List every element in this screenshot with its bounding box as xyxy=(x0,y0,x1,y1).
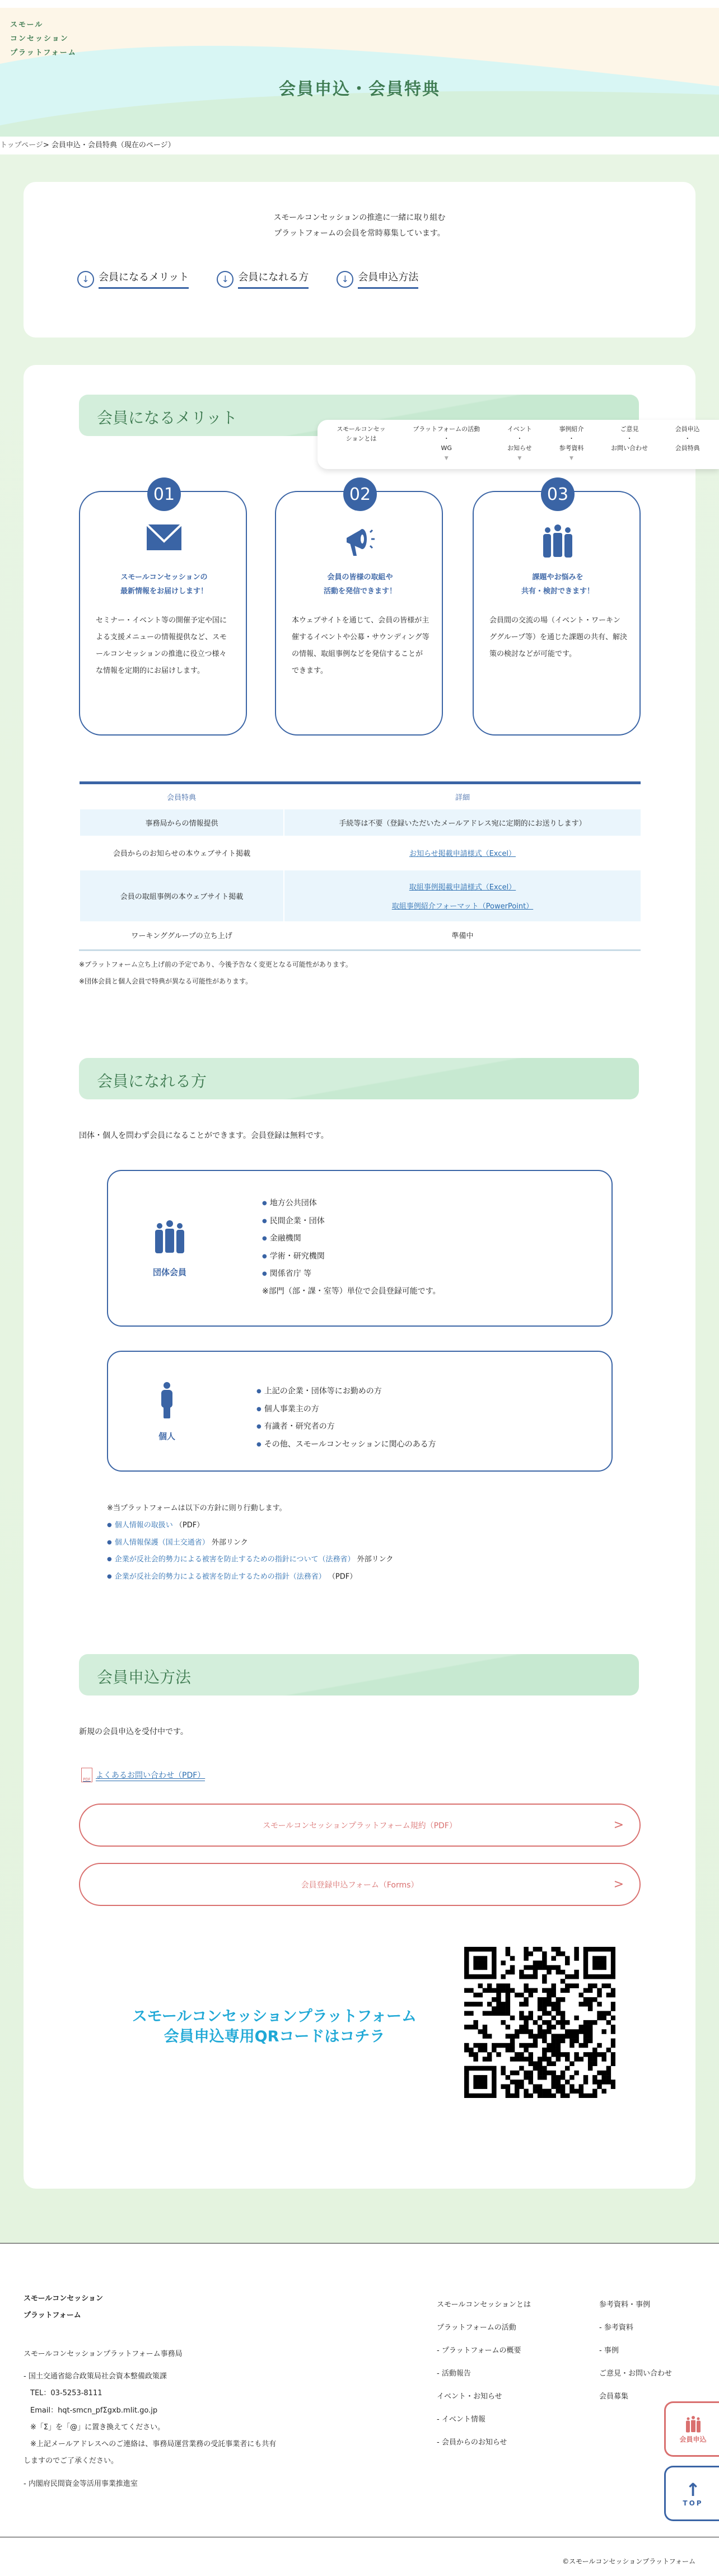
footer-divider xyxy=(0,2243,719,2244)
group-icon xyxy=(474,524,642,558)
group-icon xyxy=(685,2414,702,2434)
card-number: 01 xyxy=(147,477,181,511)
terms-pdf-button[interactable]: スモールコンセッションプラットフォーム規約（PDF） > xyxy=(79,1804,641,1847)
nav-about[interactable]: スモールコンセッ ションとは xyxy=(337,425,386,442)
page-header xyxy=(0,8,719,137)
case-format-link[interactable]: 取組事例紹介フォーマット（PowerPoint） xyxy=(391,902,534,911)
case-form-link[interactable]: 取組事例掲載申請様式（Excel） xyxy=(409,883,516,892)
merit-card: 02 会員の皆様の取組や 活動を発信できます！ 本ウェブサイトを通じて、会員の皆様が主催するイベントや公募・サウンディング等の情報、取組事例などを発信することができます。 xyxy=(275,491,443,736)
card-number: 03 xyxy=(541,477,575,511)
merit-card: 01 スモールコンセッションの 最新情報をお届けします！ セミナー・イベント等の開催予定や国による支援メニューの情報提供など、スモールコンセッションの推進に役立つ様々な情報を定期的にお届けします。 xyxy=(79,491,247,736)
chevron-right-icon: > xyxy=(613,1818,624,1832)
pdf-icon: PDF xyxy=(81,1768,92,1782)
mlit-privacy-link[interactable]: 個人情報保護（国土交通省） xyxy=(114,1538,209,1547)
dropdown-triangle-icon: ▼ xyxy=(444,456,449,461)
card-number: 02 xyxy=(343,477,377,511)
copyright: ©スモールコンセッションプラットフォーム xyxy=(562,2558,695,2565)
table-row: 会員の取組事例の本ウェブサイト掲載 取組事例掲載申請様式（Excel） 取組事例紹介フォーマット（PowerPoint） xyxy=(80,870,641,921)
footer-logo: スモールコンセッション プラットフォーム xyxy=(24,2294,103,2320)
registration-form-button[interactable]: 会員登録申込フォーム（Forms） > xyxy=(79,1863,641,1906)
arrow-down-icon: ↓ xyxy=(77,271,94,288)
anchor-apply[interactable]: ↓ 会員申込方法 xyxy=(337,269,418,289)
table-row: 事務局からの情報提供 手続等は不要（登録いただいたメールアドレス宛に定期的にお送りします） xyxy=(80,809,641,836)
antisocial-guideline-about-link[interactable]: 企業が反社会的勢力による被害を防止するための指針について（法務省） xyxy=(114,1555,355,1564)
megaphone-icon xyxy=(276,524,444,558)
site-logo[interactable]: スモール コンセッション プラットフォーム xyxy=(10,21,77,57)
arrow-up-icon: ↑ xyxy=(685,2479,701,2500)
privacy-policy-link[interactable]: 個人情報の取扱い xyxy=(114,1521,173,1530)
nav-events[interactable]: イベント ・ お知らせ ▼ xyxy=(507,425,532,461)
arrow-down-icon: ↓ xyxy=(337,271,353,288)
float-member-button[interactable]: 会員申込 xyxy=(664,2401,719,2457)
section-heading-merit: 会員になるメリット xyxy=(79,395,639,436)
qr-code[interactable] xyxy=(464,1947,615,2098)
breadcrumb: トップページ> 会員申込・会員特典（現在のページ） xyxy=(0,141,175,149)
merit-card: 03 課題やお悩みを 共有・検討できます！ 会員間の交流の場（イベント・ワーキンググループ等）を通じた課題の共有、解決策の検討などが可能です。 xyxy=(473,491,641,736)
nav-contact[interactable]: ご意見 ・ お問い合わせ xyxy=(611,425,648,452)
group-member-list: ● 地方公共団体 ● 民間企業・団体 ● 金融機関 ● 学術・研究機関 ● 関係省庁 等 ※部門（部・課・室等）単位で会員登録可能です。 xyxy=(262,1195,441,1300)
anchor-eligible[interactable]: ↓ 会員になれる方 xyxy=(217,269,309,289)
notice-form-link[interactable]: お知らせ掲載申請様式（Excel） xyxy=(409,850,516,858)
envelope-icon xyxy=(80,524,248,558)
table-row: 会員からのお知らせの本ウェブサイト掲載 お知らせ掲載申請様式（Excel） xyxy=(80,836,641,870)
table-row: ワーキンググループの立ち上げ 準備中 xyxy=(80,921,641,950)
breadcrumb-home[interactable]: トップページ xyxy=(0,141,43,149)
global-nav xyxy=(318,420,719,469)
header-wave-background xyxy=(0,8,719,137)
intro-box xyxy=(24,182,695,338)
qr-caption: スモールコンセッションプラットフォーム 会員申込専用QRコードはコチラ xyxy=(132,2008,417,2045)
footer-nav-col1: スモールコンセッションとは プラットフォームの活動 - プラットフォームの概要 - 活動報告 イベント・お知らせ - イベント情報 - 会員からのお知らせ xyxy=(437,2301,531,2447)
anchor-links xyxy=(77,269,418,289)
page-title: 会員申込・会員特典 xyxy=(279,79,440,99)
section-heading-apply: 会員申込方法 xyxy=(79,1654,639,1696)
nav-activities[interactable]: プラットフォームの活動 ・ WG ▼ xyxy=(413,425,480,461)
individual-member-box: 個人 ● 上記の企業・団体等にお勤めの方 ● 個人事業主の方 ● 有識者・研究者の方 ● その他、スモールコンセッションに関心のある方 xyxy=(107,1351,613,1472)
intro-text: スモールコンセッションの推進に一緒に取り組む プラットフォームの会員を常時募集しています。 xyxy=(273,213,446,238)
dropdown-triangle-icon: ▼ xyxy=(569,456,573,461)
group-icon xyxy=(153,1219,186,1258)
back-to-top-button[interactable]: ↑ TOP xyxy=(664,2466,719,2521)
dropdown-triangle-icon: ▼ xyxy=(517,456,522,461)
nav-cases[interactable]: 事例紹介 ・ 参考資料 ▼ xyxy=(559,425,584,461)
footer-nav-col2: 参考資料・事例 - 参考資料 - 事例 ご意見・お問い合わせ 会員募集 xyxy=(599,2301,673,2401)
antisocial-guideline-pdf-link[interactable]: 企業が反社会的勢力による被害を防止するための指針（法務省） xyxy=(114,1572,326,1581)
anchor-merit[interactable]: ↓ 会員になるメリット xyxy=(77,269,189,289)
chevron-right-icon: > xyxy=(613,1877,624,1891)
nav-membership[interactable]: 会員申込 ・ 会員特典 xyxy=(675,425,700,452)
faq-pdf-link[interactable]: PDF よくあるお問い合わせ（PDF） xyxy=(81,1768,205,1782)
individual-member-list: ● 上記の企業・団体等にお勤めの方 ● 個人事業主の方 ● 有識者・研究者の方 ● その他、スモールコンセッションに関心のある方 xyxy=(256,1383,436,1453)
policy-notes: ※当プラットフォームは以下の方針に則り行動します。 ● 個人情報の取扱い （PDF） ● 個人情報保護（国土交通省） 外部リンク ● 企業が反社会的勢力による被害を防止するための指針について（法務省） 外部リンク ● 企業が反社会的勢力による被害を防止するための指針（法務省） （PDF） xyxy=(107,1500,393,1585)
person-icon xyxy=(160,1381,174,1421)
arrow-down-icon: ↓ xyxy=(217,271,234,288)
group-member-box: 団体会員 ● 地方公共団体 ● 民間企業・団体 ● 金融機関 ● 学術・研究機関 ● 関係省庁 等 ※部門（部・課・室等）単位で会員登録可能です。 xyxy=(107,1170,613,1327)
section-heading-eligible: 会員になれる方 xyxy=(79,1058,639,1099)
benefits-table: 会員特典 詳細 事務局からの情報提供 手続等は不要（登録いただいたメールアドレス宛に定期的にお送りします） 会員からのお知らせの本ウェブサイト掲載 お知らせ掲載申請様式（Excel） 会員の取組事例の本ウェブサイト掲載 取組事例掲載申請様式（Excel） 取組事例紹介フォーマット（PowerPoint） ワーキンググループの立ち上げ 準備中 xyxy=(79,781,641,951)
breadcrumb-current: 会員申込・会員特典（現在のページ） xyxy=(51,141,175,149)
